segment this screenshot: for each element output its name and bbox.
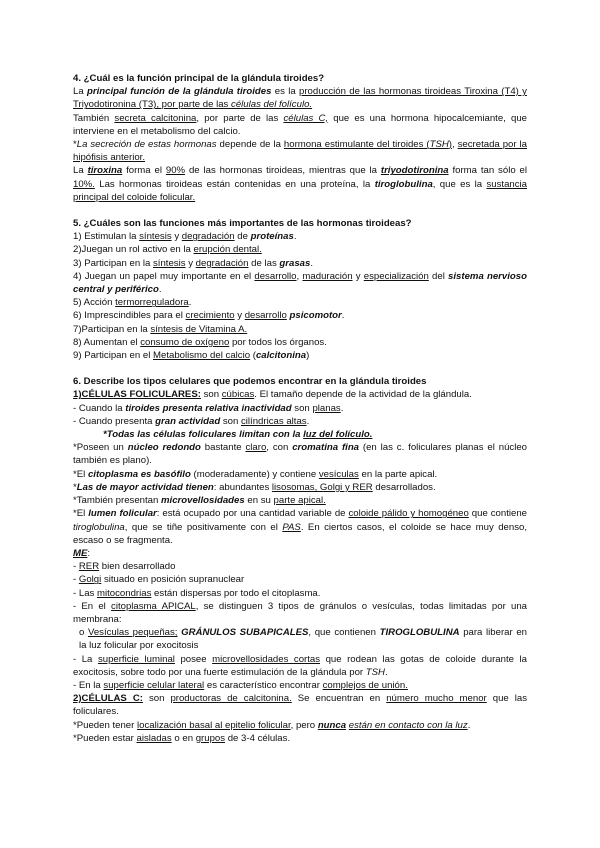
q6-line-microvilli: *También presentan microvellosidades en su parte apical. [73, 495, 326, 507]
q6-me-golgi: - Golgi situado en posición supranuclear [73, 574, 245, 586]
q5-item-4: 4) Juegan un papel muy importante en el desarrollo, maduración y especialización del sistema nervioso central y periférico. [73, 270, 527, 296]
q5-item-7: 7)Participan en la síntesis de Vitamina A. [73, 323, 248, 335]
q5-item-1: 1) Estimulan la síntesis y degradación de proteínas. [73, 231, 297, 243]
q6-line-inactive: - Cuando la tiroides presenta relativa inactividad son planas. [73, 402, 344, 414]
q6-me-luminal-surface: - La superficie luminal posee microvellosidades cortas que rodean las gotas de coloide durante la exocitosis, sobre todo por una fuerte estimulación de la glándula por TSH. [73, 653, 527, 678]
q6-me-rer: - RER bien desarrollado [73, 561, 176, 573]
q6-c-cells-location: *Pueden tener localización basal al epitelio folicular, pero nunca están en contacto con la luz. [73, 719, 471, 731]
q6-c-cells-heading: 2)CÉLULAS C: son productoras de calcitonina. Se encuentran en número mucho menor que las foliculares. [73, 693, 528, 718]
q5-item-8: 8) Aumentan el consumo de oxígeno por todos los órganos. [73, 336, 327, 348]
question-4-title: 4. ¿Cuál es la función principal de la glándula tiroides? [73, 73, 325, 84]
question-6-title: 6. Describe los tipos celulares que podemos encontrar en la glándula tiroides [73, 376, 427, 388]
q6-line-activity: *Las de mayor actividad tienen: abundantes lisosomas, Golgi y RER desarrollados. [73, 481, 436, 493]
q4-paragraph-2: También secreta calcitonina, por parte de las células C, que es una hormona hipocalcemiante, que interviene en el metabolismo del calcio. [73, 112, 527, 137]
q6-line-lumen-limit: *Todas las células foliculares limitan con la luz del folículo. [103, 429, 373, 441]
q6-me-heading: ME: [73, 547, 91, 559]
q5-item-2: 2)Juegan un rol activo en la erupción dental. [73, 244, 262, 256]
q6-me-vesicles: o Vesículas pequeñas; GRÁNULOS SUBAPICALES, que contienen TIROGLOBULINA para liberar en la luz folicular por exocitosis [79, 627, 527, 652]
q6-line-lumen: *El lumen folicular: está ocupado por una cantidad variable de coloide pálido y homogéneo que contiene tiroglobulina, que se tiñe positivamente con el PAS. En ciertos casos, el coloide se hace muy denso, escaso o se fragmenta. [73, 508, 528, 546]
q6-line-nucleus: *Poseen un núcleo redondo bastante claro, con cromatina fina (en las c. foliculares planas el núcleo también es plano). [73, 442, 528, 467]
q4-paragraph-3: *La secreción de estas hormonas depende de la hormona estimulante del tiroides (TSH), secretada por la hipófisis anterior. [73, 139, 527, 164]
q6-me-apical: - En el citoplasma APICAL, se distinguen 3 tipos de gránulos o vesículas, todas limitadas por una membrana: [73, 600, 527, 625]
q5-item-9: 9) Participan en el Metabolismo del calcio (calcitonina) [73, 350, 310, 362]
question-5-title: 5. ¿Cuáles son las funciones más importantes de las hormonas tiroideas? [73, 218, 412, 230]
q5-item-6: 6) Imprescindibles para el crecimiento y desarrollo psicomotor. [73, 310, 345, 322]
q4-paragraph-1: La principal función de la glándula tiroides es la producción de las hormonas tiroideas Tiroxina (T4) y Triyodotironina (T3), por parte de las células del folículo. [73, 86, 527, 111]
q6-line-active: - Cuando presenta gran actividad son cilíndricas altas. [73, 415, 310, 427]
q6-me-mitochondria: - Las mitocondrias están dispersas por todo el citoplasma. [73, 587, 321, 599]
q6-follicular-heading: 1)CÉLULAS FOLICULARES: son cúbicas. El tamaño depende de la actividad de la glándula. [73, 389, 472, 401]
q6-line-cytoplasm: *El citoplasma es basófilo (moderadamente) y contiene vesículas en la parte apical. [73, 468, 438, 480]
document-page [73, 72, 527, 745]
q6-me-lateral-surface: - En la superficie celular lateral es característico encontrar complejos de unión. [73, 679, 408, 691]
q6-c-cells-groups: *Pueden estar aisladas o en grupos de 3-4 células. [73, 732, 291, 744]
q4-paragraph-4: La tiroxina forma el 90% de las hormonas tiroideas, mientras que la triyodotironina forma tan sólo el 10%. Las hormonas tiroideas están contenidas en una proteína, la tiroglobulina, que es la sustancia principal del coloide folicular. [73, 165, 528, 203]
q5-item-5: 5) Acción termorreguladora. [73, 297, 192, 309]
q5-item-3: 3) Participan en la síntesis y degradación de las grasas. [73, 257, 314, 269]
